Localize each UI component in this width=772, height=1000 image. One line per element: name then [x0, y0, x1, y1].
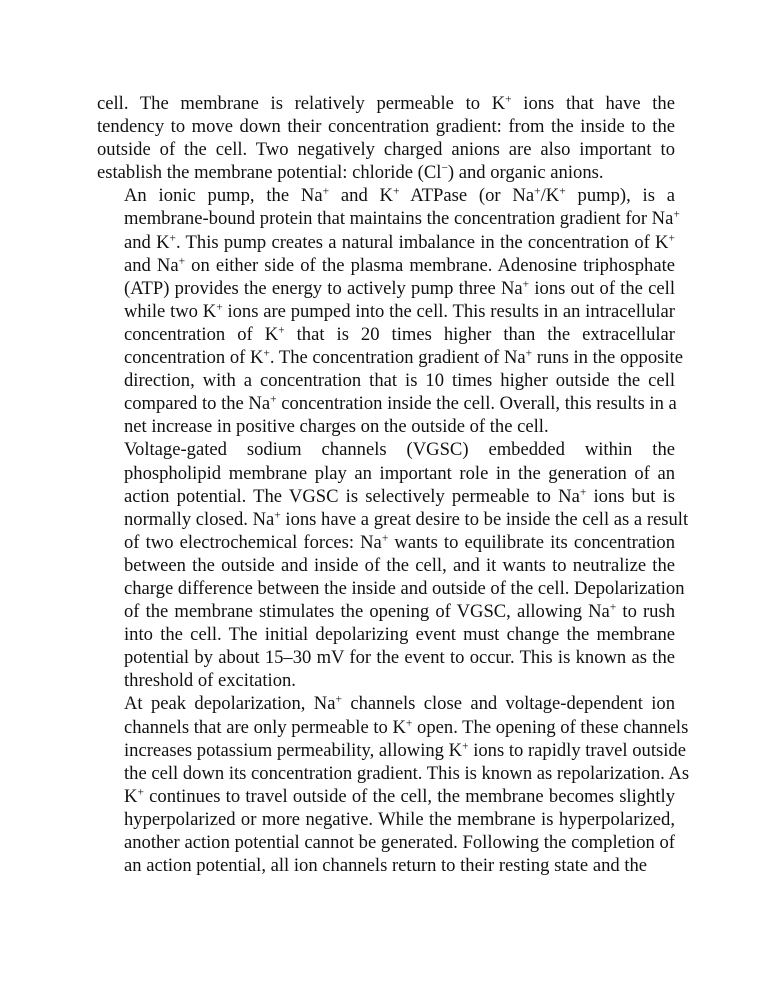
text-line: (ATP) provides the energy to actively pump three Na+ ions out of the cell: [124, 277, 675, 299]
text-line: while two K+ ions are pumped into the cell. This results in an intracellular: [124, 300, 676, 322]
text-line: Voltage-gated sodium channels (VGSC) embedded within the: [124, 439, 675, 461]
text-line: another action potential cannot be generated. Following the completion of: [124, 832, 675, 853]
text-line: concentration of K+ that is 20 times higher than the extracellular: [124, 323, 675, 345]
text-line: normally closed. Na+ ions have a great desire to be inside the cell as a result: [124, 508, 689, 530]
text-line: charge difference between the inside and outside of the cell. Depolarization: [124, 577, 685, 599]
document-page: [97, 92, 690, 877]
text-line: and Na+ on either side of the plasma membrane. Adenosine triphosphate: [124, 254, 676, 276]
text-line: action potential. The VGSC is selectively permeable to Na+ ions but is: [124, 485, 675, 507]
paragraph-vgsc: [97, 438, 689, 692]
text-line: of the membrane stimulates the opening of VGSC, allowing Na+ to rush: [124, 601, 675, 623]
text-line: compared to the Na+ concentration inside the cell. Overall, this results in a: [124, 393, 677, 415]
text-line: threshold of excitation.: [124, 670, 296, 692]
text-line: tendency to move down their concentration gradient: from the inside to the: [97, 116, 675, 138]
text-line: membrane-bound protein that maintains the concentration gradient for Na+: [124, 208, 680, 230]
text-line: establish the membrane potential: chloride (Cl−) and organic anions.: [97, 162, 604, 184]
text-line: hyperpolarized or more negative. While the membrane is hyperpolarized,: [124, 808, 675, 830]
text-line: direction, with a concentration that is 10 times higher outside the cell: [124, 370, 675, 392]
text-line: channels that are only permeable to K+ open. The opening of these channels: [124, 716, 689, 738]
text-line: An ionic pump, the Na+ and K+ ATPase (or Na+/K+ pump), is a: [124, 185, 676, 207]
text-line: net increase in positive charges on the outside of the cell.: [124, 416, 549, 438]
text-line: concentration of K+. The concentration gradient of Na+ runs in the opposite: [124, 347, 683, 369]
text-line: K+ continues to travel outside of the cell, the membrane becomes slightly: [124, 785, 675, 807]
text-line: between the outside and inside of the cell, and it wants to neutralize the: [124, 554, 675, 576]
text-line: the cell down its concentration gradient. This is known as repolarization. As: [124, 762, 690, 784]
paragraph-ionic-pump: [97, 184, 683, 438]
text-line: phospholipid membrane play an important role in the generation of an: [124, 462, 675, 484]
text-line: potential by about 15–30 mV for the event to occur. This is known as the: [124, 647, 675, 669]
text-line: cell. The membrane is relatively permeable to K+ ions that have the: [97, 93, 675, 114]
paragraph-repolarization: [97, 692, 690, 877]
text-line: into the cell. The initial depolarizing event must change the membrane: [124, 624, 675, 646]
text-line: outside of the cell. Two negatively charged anions are also important to: [97, 139, 675, 161]
text-line: an action potential, all ion channels return to their resting state and the: [124, 855, 648, 877]
paragraph-membrane-permeability: [97, 92, 675, 184]
text-line: of two electrochemical forces: Na+ wants to equilibrate its concentration: [124, 531, 675, 553]
text-line: increases potassium permeability, allowing K+ ions to rapidly travel outside: [124, 739, 686, 761]
text-line: At peak depolarization, Na+ channels close and voltage-dependent ion: [124, 693, 676, 715]
text-line: and K+. This pump creates a natural imbalance in the concentration of K+: [124, 231, 675, 253]
